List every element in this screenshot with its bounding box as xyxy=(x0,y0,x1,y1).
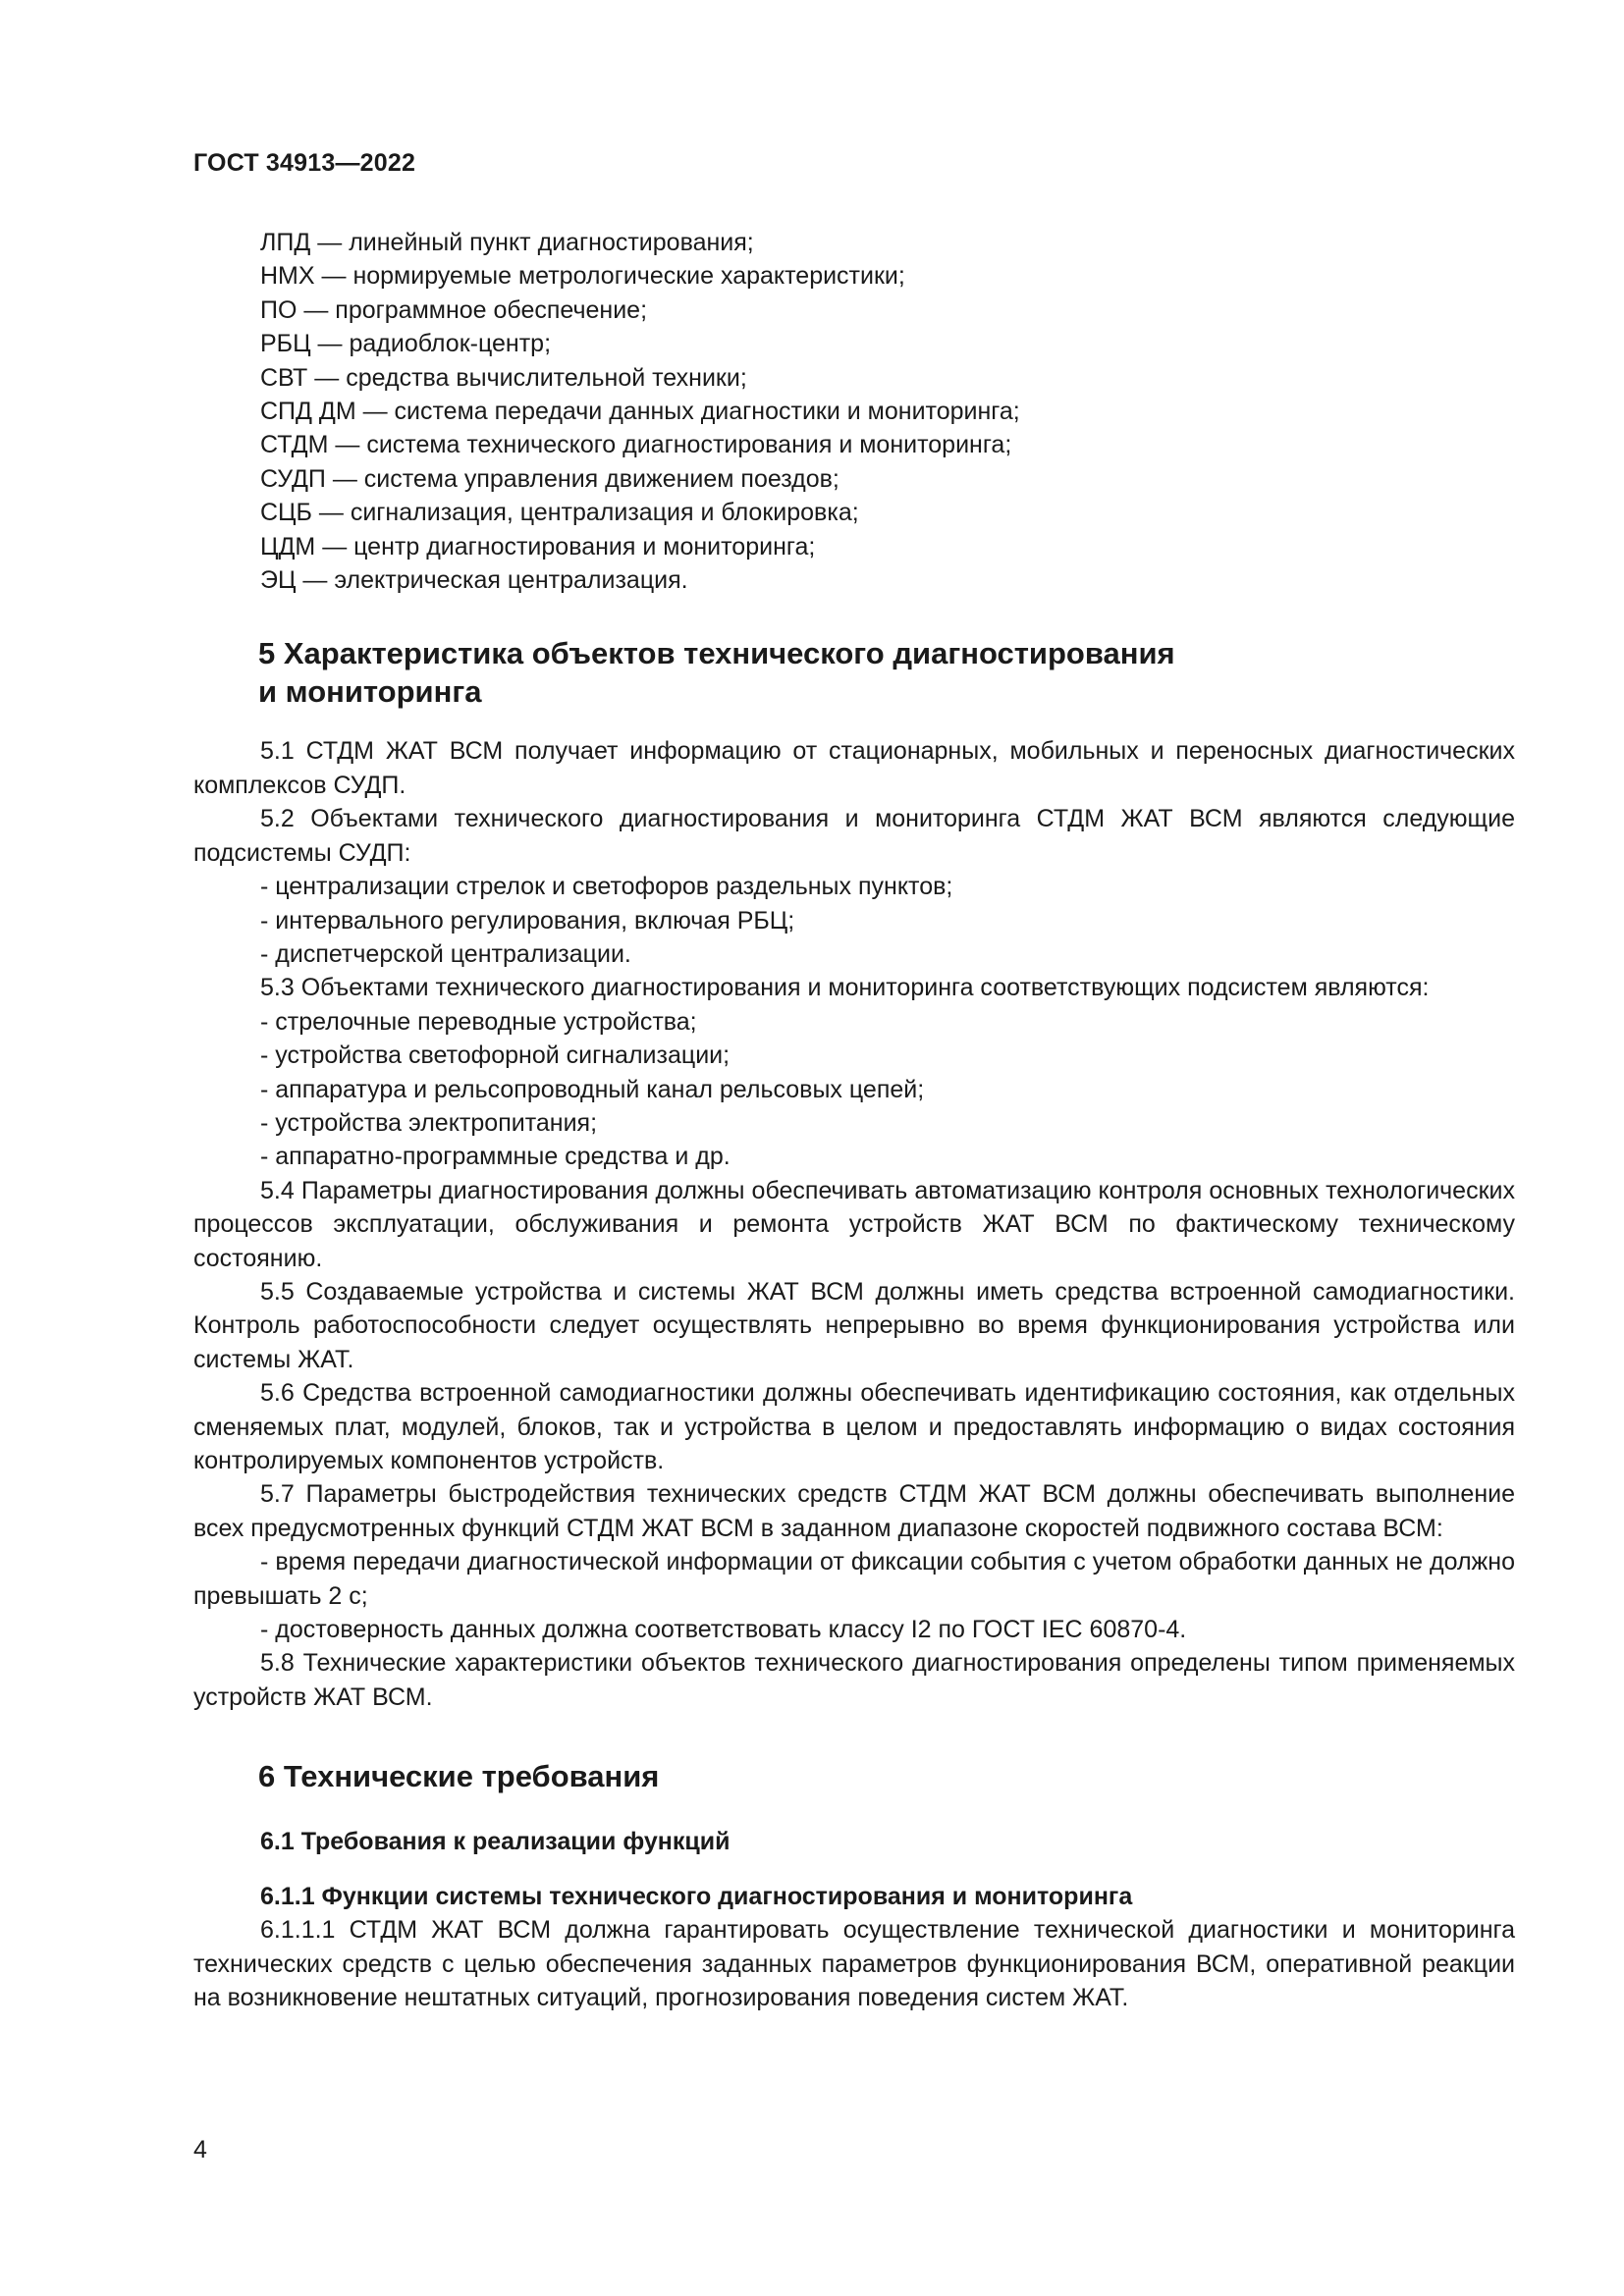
abbreviation-item: ЭЦ — электрическая централизация. xyxy=(260,566,688,595)
abbreviation-item: ПО — программное обеспечение; xyxy=(260,295,648,324)
abbreviation-item: РБЦ — радиоблок-центр; xyxy=(260,330,552,358)
list-item-5-2: - диспетчерской централизации. xyxy=(260,939,631,968)
subsection-6-1-1-heading: 6.1.1 Функции системы технического диагностирования и мониторинга xyxy=(260,1883,1133,1911)
abbreviation-item: СТДМ — система технического диагностирования и мониторинга; xyxy=(260,431,1012,459)
paragraph-5-8: 5.8 Технические характеристики объектов технического диагностирования определены типом применяемых устройств ЖАТ ВСМ. xyxy=(193,1649,1515,1711)
abbreviation-item: СУДП — система управления движением поездов; xyxy=(260,464,839,493)
list-item-5-3: - аппаратура и рельсопроводный канал рельсовых цепей; xyxy=(260,1075,925,1103)
abbreviation-item: СВТ — средства вычислительной техники; xyxy=(260,363,747,392)
paragraph-6-1-1-1: 6.1.1.1 СТДМ ЖАТ ВСМ должна гарантировать осуществление технической диагностики и мониторинга технических средств с целью обеспечения заданных параметров функционирования ВСМ, оперативной реакции на возникновение нештатных ситуаций, прогнозирования поведения систем ЖАТ. xyxy=(193,1916,1515,2012)
page-number: 4 xyxy=(193,2136,207,2163)
list-item-5-3: - устройства светофорной сигнализации; xyxy=(260,1041,731,1070)
subsection-6-1-heading: 6.1 Требования к реализации функций xyxy=(260,1828,731,1856)
paragraph-5-5: 5.5 Создаваемые устройства и системы ЖАТ ВСМ должны иметь средства встроенной самодиагностики. Контроль работоспособности следует осуществлять непрерывно во время функционирования устройства или системы ЖАТ. xyxy=(193,1277,1515,1373)
list-item-5-3: - устройства электропитания; xyxy=(260,1108,598,1137)
list-item-5-3: - стрелочные переводные устройства; xyxy=(260,1007,697,1036)
paragraph-5-2: 5.2 Объектами технического диагностирования и мониторинга СТДМ ЖАТ ВСМ являются следующие подсистемы СУДП: xyxy=(193,805,1515,867)
list-item-5-3: - аппаратно-программные средства и др. xyxy=(260,1143,731,1171)
abbreviation-item: ЛПД — линейный пункт диагностирования; xyxy=(260,229,754,256)
list-item-5-7: - достоверность данных должна соответствовать классу I2 по ГОСТ IEC 60870-4. xyxy=(260,1616,1187,1644)
paragraph-5-6: 5.6 Средства встроенной самодиагностики должны обеспечивать идентификацию состояния, как отдельных сменяемых плат, модулей, блоков, так и устройства в целом и предоставлять информацию о видах состояния контролируемых компонентов устройств. xyxy=(193,1379,1515,1474)
section-6-heading: 6 Технические требования xyxy=(258,1759,660,1794)
page-content xyxy=(193,226,1515,2014)
section-5-heading xyxy=(258,634,1515,711)
document-code-header: ГОСТ 34913—2022 xyxy=(193,149,416,177)
paragraph-5-7: 5.7 Параметры быстродействия технических средств СТДМ ЖАТ ВСМ должны обеспечивать выполнение всех предусмотренных функций СТДМ ЖАТ ВСМ в заданном диапазоне скоростей подвижного состава ВСМ: xyxy=(193,1480,1515,1542)
list-item-5-7: - время передачи диагностической информации от фиксации события с учетом обработки данных не должно превышать 2 с; xyxy=(193,1548,1515,1610)
paragraph-5-3: 5.3 Объектами технического диагностирования и мониторинга соответствующих подсистем являются: xyxy=(260,974,1430,1002)
list-item-5-2: - централизации стрелок и светофоров раздельных пунктов; xyxy=(260,873,953,901)
abbreviation-item: ЦДМ — центр диагностирования и мониторинга; xyxy=(260,532,816,561)
abbreviation-item: НМХ — нормируемые метрологические характеристики; xyxy=(260,262,905,291)
paragraph-5-1: 5.1 СТДМ ЖАТ ВСМ получает информацию от стационарных, мобильных и переносных диагностических комплексов СУДП. xyxy=(193,737,1515,799)
paragraph-5-4: 5.4 Параметры диагностирования должны обеспечивать автоматизацию контроля основных технологических процессов эксплуатации, обслуживания и ремонта устройств ЖАТ ВСМ по фактическому техническому состоянию. xyxy=(193,1176,1515,1272)
abbreviations-list xyxy=(193,226,1515,597)
abbreviation-item: СЦБ — сигнализация, централизация и блокировка; xyxy=(260,499,859,527)
section-5-title-line2: и мониторинга xyxy=(258,674,482,710)
list-item-5-2: - интервального регулирования, включая РБЦ; xyxy=(260,906,795,934)
abbreviation-item: СПД ДМ — система передачи данных диагностики и мониторинга; xyxy=(260,398,1020,426)
section-5-title-line1: 5 Характеристика объектов технического диагностирования xyxy=(258,636,1175,671)
